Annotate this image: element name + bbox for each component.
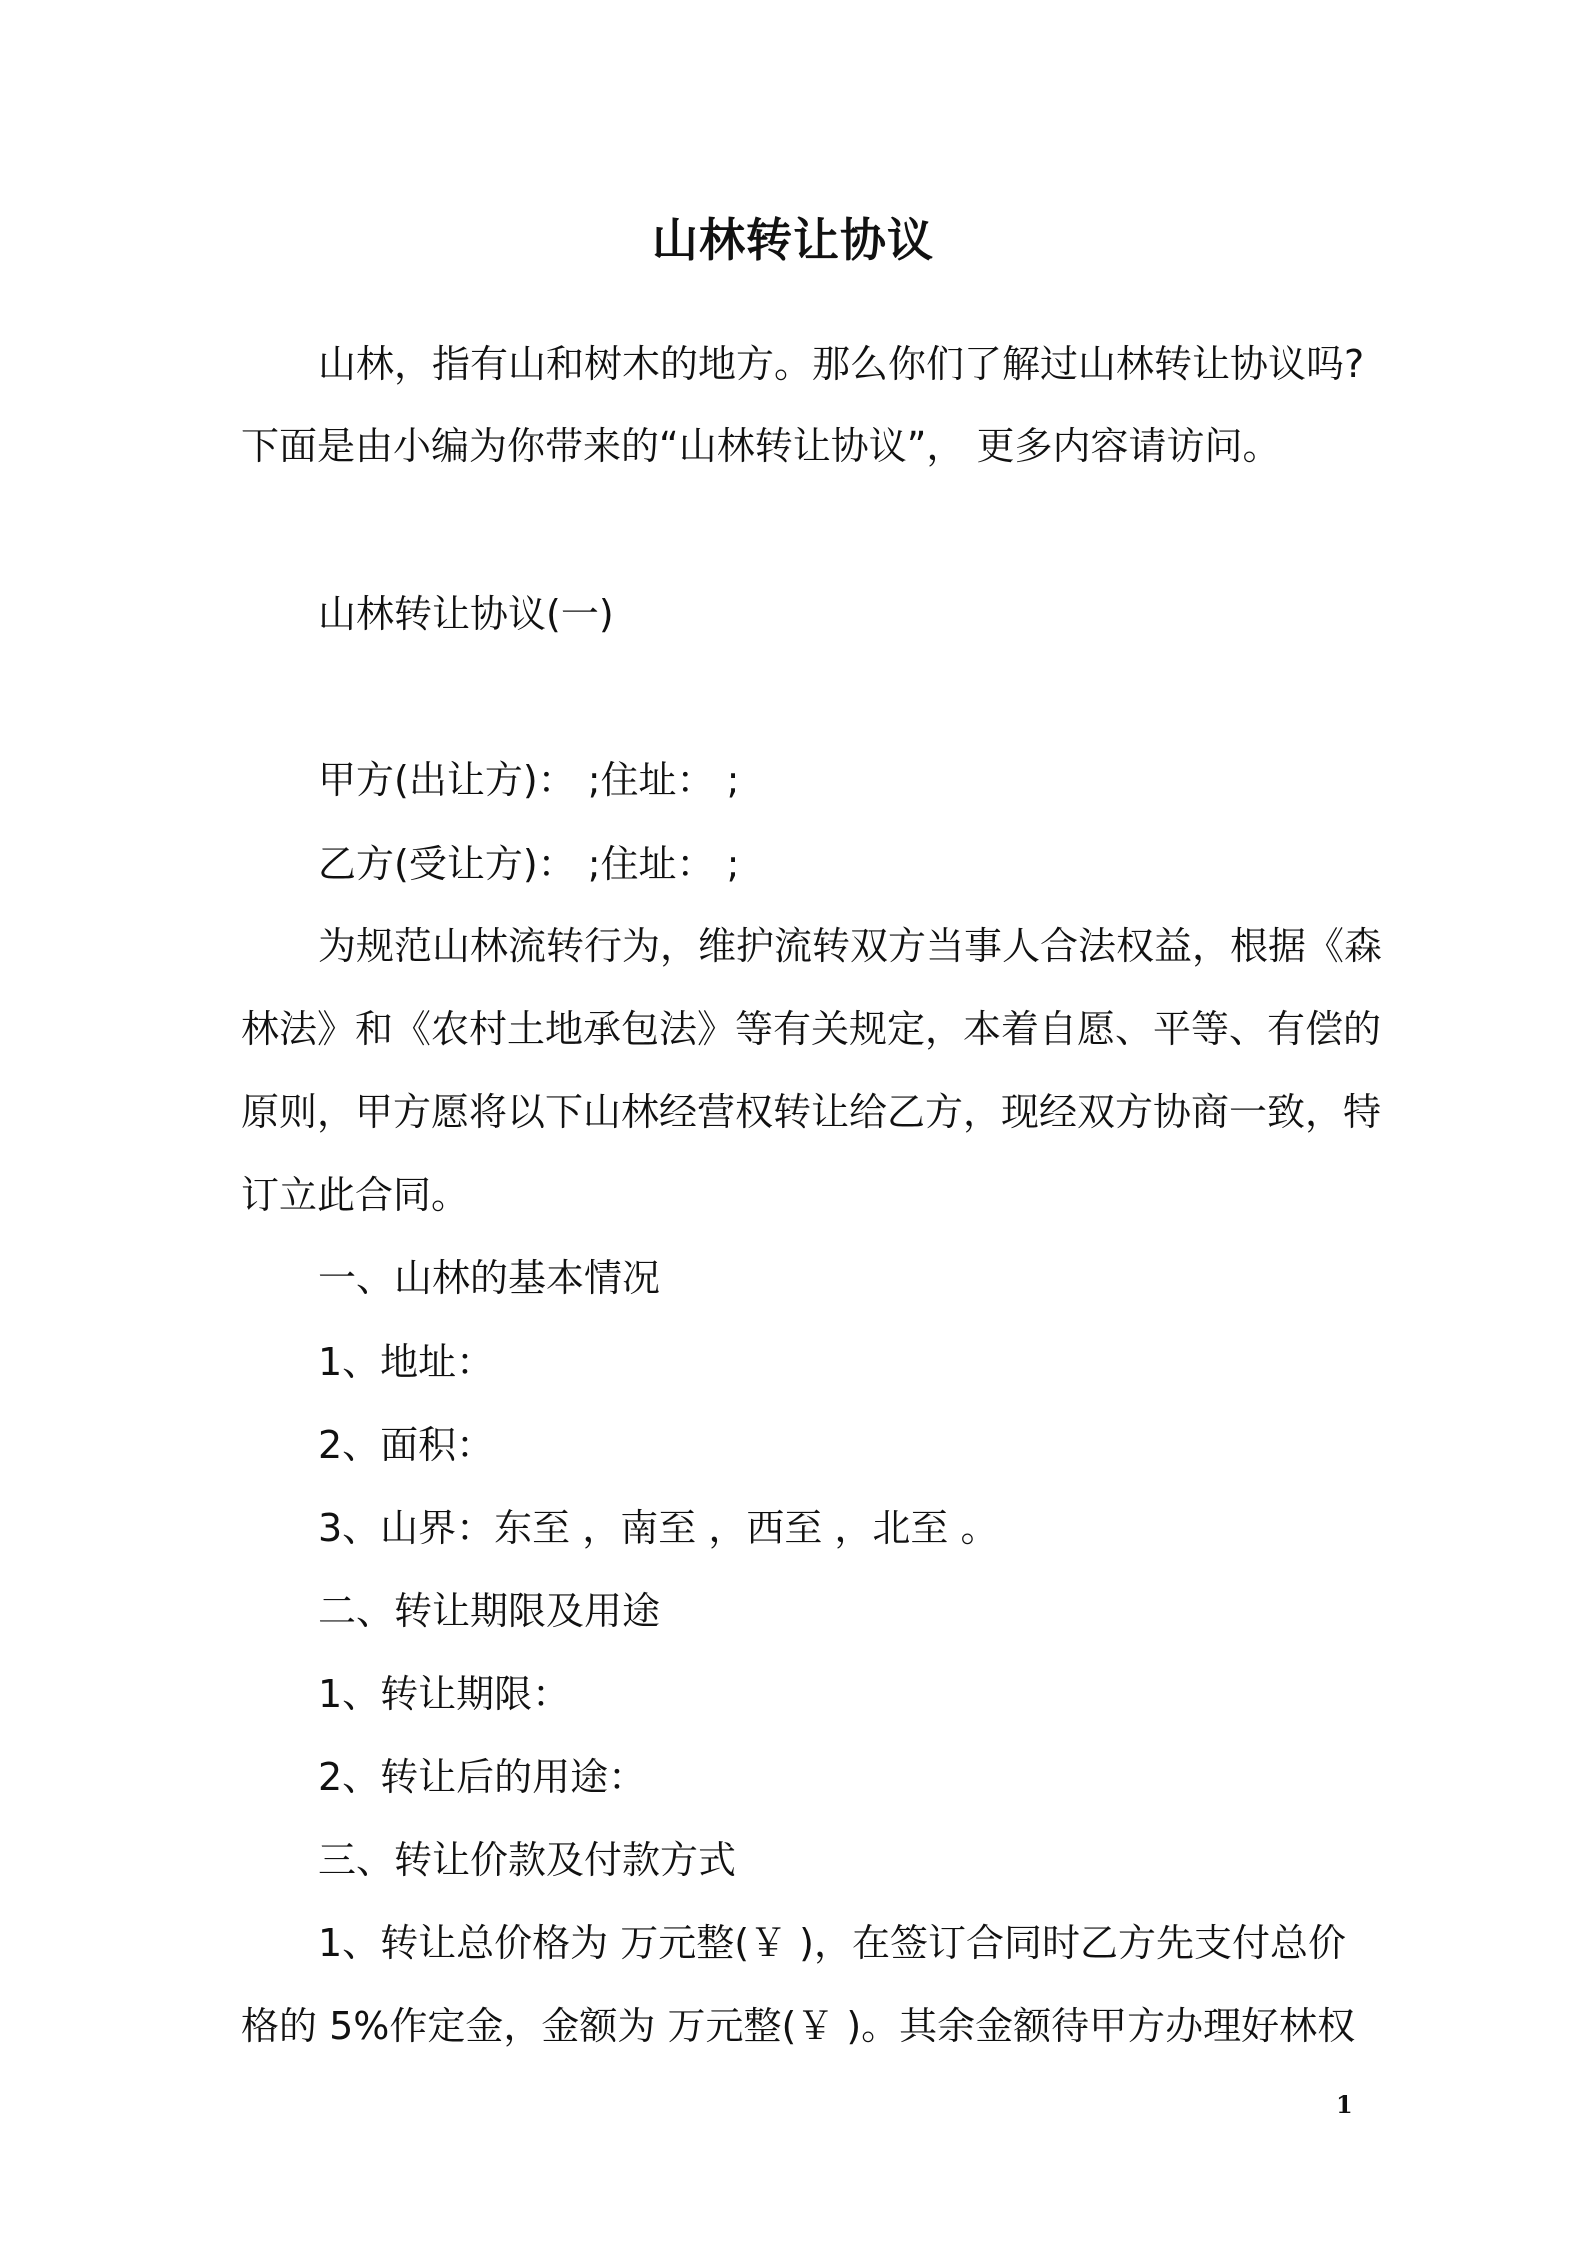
section-1-item-2: 2、面积： (318, 1423, 495, 1467)
section-3-item-1-line-1: 1、转让总价格为 万元整(￥ )，在签订合同时乙方先支付总价 (318, 1921, 1346, 1965)
preamble-line-4: 订立此合同。 (241, 1173, 470, 1217)
document-title: 山林转让协议 (652, 213, 934, 267)
party-a-line: 甲方(出让方)： ;住址： ; (318, 758, 740, 802)
party-b-line: 乙方(受让方)： ;住址： ; (318, 842, 740, 886)
section-3-heading: 三、转让价款及付款方式 (318, 1838, 737, 1882)
preamble-line-3: 原则，甲方愿将以下山林经营权转让给乙方，现经双方协商一致，特 (241, 1090, 1382, 1134)
page-number: 1 (1336, 2090, 1353, 2119)
preamble-line-2: 林法》和《农村土地承包法》等有关规定，本着自愿、平等、有偿的 (241, 1007, 1382, 1051)
section-1-item-1: 1、地址： (318, 1340, 495, 1384)
agreement-heading: 山林转让协议(一) (318, 592, 614, 636)
intro-line-2: 下面是由小编为你带来的“山林转让协议”， 更多内容请访问。 (241, 424, 1281, 468)
section-2-item-1: 1、转让期限： (318, 1672, 571, 1716)
section-1-item-3: 3、山界：东至 ，南至 ，西至 ，北至 。 (318, 1506, 999, 1550)
preamble-line-1: 为规范山林流转行为，维护流转双方当事人合法权益，根据《森 (318, 924, 1383, 968)
section-2-item-2: 2、转让后的用途： (318, 1755, 647, 1799)
section-2-heading: 二、转让期限及用途 (318, 1589, 661, 1633)
section-1-heading: 一、山林的基本情况 (318, 1256, 661, 1300)
intro-line-1: 山林，指有山和树木的地方。那么你们了解过山林转让协议吗? (318, 342, 1365, 386)
section-3-item-1-line-2: 格的 5%作定金，金额为 万元整(￥ )。其余金额待甲方办理好林权 (241, 2004, 1356, 2048)
